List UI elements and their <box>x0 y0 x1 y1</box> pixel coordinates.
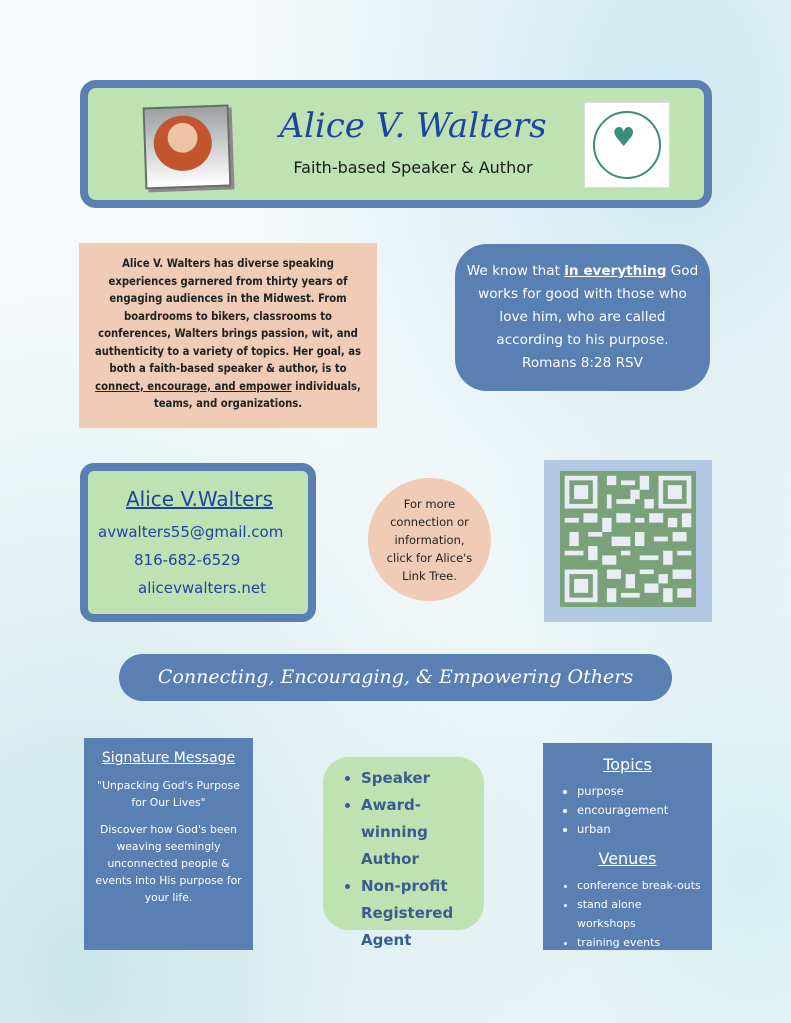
signature-description: Discover how God's been weaving seemingly unconnected people & events into His purpose for your life. <box>95 823 242 904</box>
tagline-banner: Connecting, Encouraging, & Empowering Others <box>119 654 672 701</box>
bio-text: Alice V. Walters has diverse speaking experiences garnered from thirty years of engaging audiences in the Midwest. From boardrooms to bikers, classrooms to conferences, Walters brings passion, wit, and authenticity to a variety of topics. Her goal, as both a faith-based speaker & author, is to <box>94 257 362 375</box>
link-tree-text: For more connection or information, click for Alice's Link Tree. <box>386 496 473 583</box>
contact-card <box>80 463 316 622</box>
contact-website[interactable]: alicevwalters.net <box>138 579 266 597</box>
contact-email[interactable]: avwalters55@gmail.com <box>98 523 284 541</box>
verse-text-end: God works for good with those who love him, who are called according to his purpose. <box>478 263 699 348</box>
verse-reference: Romans 8:28 RSV <box>522 355 643 371</box>
signature-title: Signature Message <box>101 750 236 766</box>
verse-text: We know that <box>466 263 565 279</box>
contact-phone[interactable]: 816-682-6529 <box>134 551 241 569</box>
venue-item: • training events <box>577 933 702 952</box>
header-subtitle: Faith-based Speaker & Author <box>293 158 533 177</box>
venues-title: Venues <box>598 849 657 868</box>
role-item: • Non-profit Registered Agent <box>361 873 476 954</box>
signature-quote: "Unpacking God's Purpose for Our Lives" <box>97 779 240 809</box>
link-tree-circle[interactable] <box>368 478 491 601</box>
venues-list <box>553 876 702 952</box>
logo <box>584 102 670 188</box>
bio-box <box>79 243 377 428</box>
verse-emphasis: in everything <box>564 263 667 279</box>
header-name: Alice V. Walters <box>279 106 547 146</box>
topic-item: • encouragement <box>577 801 702 820</box>
verse-box <box>455 244 710 391</box>
topics-title: Topics <box>603 755 652 774</box>
venue-item: • stand alone workshops <box>577 895 702 933</box>
roles-list <box>339 765 476 954</box>
qr-code-panel[interactable] <box>544 460 712 622</box>
bio-underlined: connect, encourage, and empower <box>95 379 292 393</box>
signature-message-card <box>84 738 253 950</box>
heart-logo-icon: ♥ <box>612 123 636 153</box>
topic-item: • urban <box>577 820 702 839</box>
role-item: • Speaker <box>361 765 476 792</box>
roles-card <box>323 757 484 949</box>
profile-photo <box>143 105 232 190</box>
topics-list <box>553 782 702 839</box>
topic-item: • purpose <box>577 782 702 801</box>
venue-item: • conference break-outs <box>577 876 702 895</box>
bio-text-end: individuals, teams, and organizations. <box>153 379 361 410</box>
topics-card <box>543 743 712 950</box>
qr-code <box>560 471 696 607</box>
header-card <box>80 80 712 208</box>
role-item: • Award-winning Author <box>361 792 476 873</box>
contact-name-link[interactable]: Alice V.Walters <box>126 487 274 511</box>
